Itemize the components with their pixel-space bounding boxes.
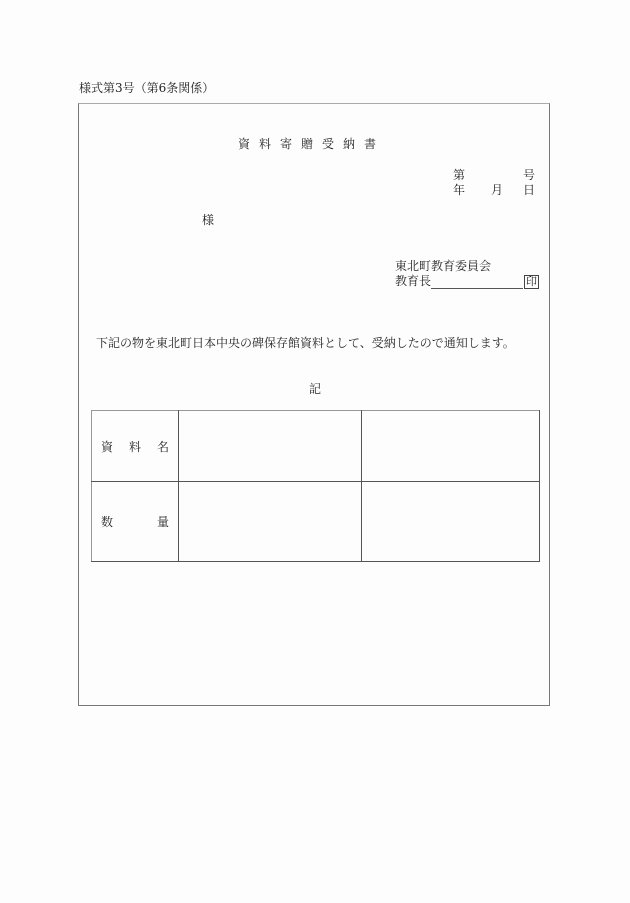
issuer-organization: 東北町教育委員会 bbox=[395, 259, 492, 273]
date-month: 月 bbox=[490, 183, 503, 197]
quantity-cell-1[interactable] bbox=[179, 482, 362, 562]
seal-mark: 印 bbox=[526, 275, 538, 288]
issuer-title: 教育長 bbox=[395, 274, 432, 288]
date-year: 年 bbox=[453, 183, 466, 197]
table-row-quantity bbox=[92, 482, 540, 562]
items-table bbox=[91, 410, 540, 562]
date-day: 日 bbox=[522, 183, 535, 197]
quantity-cell-2[interactable] bbox=[362, 482, 540, 562]
form-number-label: 様式第3号（第6条関係） bbox=[79, 81, 215, 95]
signature-line bbox=[431, 275, 523, 289]
row-label-material-name: 資 料 名 bbox=[101, 439, 169, 454]
ki-heading: 記 bbox=[309, 382, 322, 396]
row-label-cell bbox=[92, 482, 179, 562]
material-name-cell-2[interactable] bbox=[362, 411, 540, 482]
document-title: 資料寄贈受納書 bbox=[238, 137, 386, 151]
row-label-cell bbox=[92, 411, 179, 482]
issuer-signature-line bbox=[395, 272, 539, 289]
notification-text: 下記の物を東北町日本中央の碑保存館資料として、受納したので通知します。 bbox=[96, 336, 515, 350]
table-row-material-name bbox=[92, 411, 540, 482]
addressee-honorific: 様 bbox=[202, 213, 215, 227]
row-label-quantity: 数 量 bbox=[101, 515, 169, 529]
number-suffix: 号 bbox=[522, 168, 535, 182]
material-name-cell-1[interactable] bbox=[179, 411, 362, 482]
document-date-line bbox=[453, 181, 535, 198]
number-prefix: 第 bbox=[453, 168, 466, 182]
